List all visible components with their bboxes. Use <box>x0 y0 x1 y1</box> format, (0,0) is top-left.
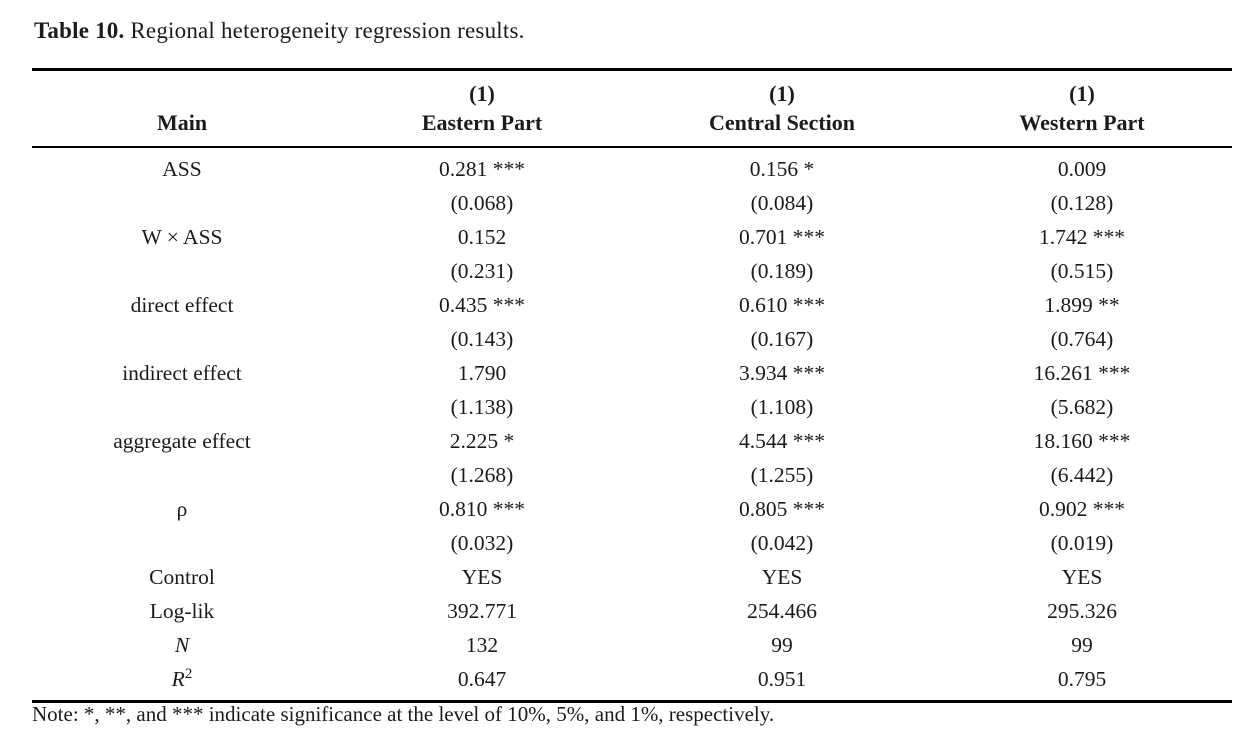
cell-value: 0.610 *** <box>739 293 825 317</box>
header-row <box>32 70 1232 148</box>
table-title <box>34 16 525 46</box>
cell-value: 0.009 <box>1057 157 1107 181</box>
row-label: Log-lik <box>149 599 215 623</box>
row-label <box>32 458 332 492</box>
cell-value: 0.795 <box>1057 667 1107 691</box>
table-row-rho-se <box>32 526 1232 560</box>
cell-value: 1.790 <box>457 361 507 385</box>
cell-se: (0.068) <box>450 191 514 215</box>
cell-value: 0.435 *** <box>439 293 525 317</box>
cell-value: 1.742 *** <box>1039 225 1125 249</box>
table-header <box>32 70 1232 148</box>
cell-value: 3.934 *** <box>739 361 825 385</box>
cell-value: YES <box>461 565 503 589</box>
cell-value: 0.902 *** <box>1039 497 1125 521</box>
cell-value: 254.466 <box>747 599 817 623</box>
table-row-direct-effect <box>32 288 1232 322</box>
row-label <box>32 390 332 424</box>
table-body <box>32 147 1232 702</box>
cell-se: (0.128) <box>1050 191 1114 215</box>
row-label-r: R <box>171 667 185 691</box>
row-label <box>32 322 332 356</box>
row-label <box>32 628 332 662</box>
header-eastern-num: (1) <box>469 81 495 106</box>
cell-value: 0.647 <box>457 667 507 691</box>
table-row-n <box>32 628 1232 662</box>
row-label <box>32 662 332 702</box>
row-label: indirect effect <box>122 361 242 385</box>
cell-se: (0.042) <box>750 531 814 555</box>
table-row-loglik <box>32 594 1232 628</box>
cell-se: (5.682) <box>1050 395 1114 419</box>
cell-se: (1.255) <box>750 463 814 487</box>
cell-se: (0.515) <box>1050 259 1114 283</box>
cell-value: 392.771 <box>447 599 517 623</box>
cell-value: 0.156 * <box>749 157 815 181</box>
row-label-n: N <box>174 633 190 657</box>
cell-value: 16.261 *** <box>1033 361 1131 385</box>
header-eastern-label: Eastern Part <box>421 110 543 135</box>
cell-value: YES <box>761 565 803 589</box>
table-row-aggregate-effect-se <box>32 458 1232 492</box>
cell-se: (0.189) <box>750 259 814 283</box>
cell-se: (0.167) <box>750 327 814 351</box>
row-label: ρ <box>176 497 188 521</box>
cell-se: (0.019) <box>1050 531 1114 555</box>
table-row-rsquared <box>32 662 1232 702</box>
cell-se: (1.138) <box>450 395 514 419</box>
row-label <box>32 526 332 560</box>
cell-value: YES <box>1061 565 1103 589</box>
header-eastern <box>332 70 632 148</box>
table-row-ass <box>32 147 1232 186</box>
cell-value: 0.805 *** <box>739 497 825 521</box>
cell-se: (1.268) <box>450 463 514 487</box>
row-label: aggregate effect <box>113 429 251 453</box>
table-row-wxass <box>32 220 1232 254</box>
table-row-direct-effect-se <box>32 322 1232 356</box>
cell-se: (6.442) <box>1050 463 1114 487</box>
table-row-rho <box>32 492 1232 526</box>
cell-se: (1.108) <box>750 395 814 419</box>
row-label <box>32 186 332 220</box>
row-label-r-sup: 2 <box>184 665 193 682</box>
cell-value: 0.951 <box>757 667 807 691</box>
table-title-text: Regional heterogeneity regression results. <box>130 18 525 43</box>
cell-se: (0.032) <box>450 531 514 555</box>
table-row-wxass-se <box>32 254 1232 288</box>
table-row-ass-se <box>32 186 1232 220</box>
cell-value: 0.810 *** <box>439 497 525 521</box>
row-label <box>32 254 332 288</box>
cell-value: 18.160 *** <box>1033 429 1131 453</box>
table-title-label: Table 10. <box>34 18 125 43</box>
cell-value: 0.281 *** <box>439 157 525 181</box>
cell-value: 1.899 ** <box>1044 293 1120 317</box>
header-western <box>932 70 1232 148</box>
table-row-indirect-effect-se <box>32 390 1232 424</box>
cell-value: 295.326 <box>1047 599 1117 623</box>
row-label: direct effect <box>130 293 234 317</box>
header-central-num: (1) <box>769 81 795 106</box>
header-main <box>32 70 332 148</box>
row-label: ASS <box>162 157 202 181</box>
cell-value: 2.225 * <box>449 429 515 453</box>
header-main-label: Main <box>156 110 208 135</box>
cell-value: 0.152 <box>457 225 507 249</box>
table-row-control <box>32 560 1232 594</box>
header-central-label: Central Section <box>708 110 856 135</box>
cell-value: 99 <box>1071 633 1093 657</box>
cell-se: (0.764) <box>1050 327 1114 351</box>
cell-value: 0.701 *** <box>739 225 825 249</box>
header-western-label: Western Part <box>1019 110 1145 135</box>
cell-se: (0.084) <box>750 191 814 215</box>
cell-value: 99 <box>771 633 793 657</box>
table-row-indirect-effect <box>32 356 1232 390</box>
cell-value: 132 <box>465 633 499 657</box>
regression-table <box>32 68 1232 703</box>
header-main-num <box>32 79 332 108</box>
table-note: Note: *, **, and *** indicate significance at the level of 10%, 5%, and 1%, respectively. <box>32 702 775 726</box>
header-central <box>632 70 932 148</box>
row-label: W × ASS <box>141 225 223 249</box>
row-label: Control <box>149 565 215 589</box>
cell-value: 4.544 *** <box>739 429 825 453</box>
header-western-num: (1) <box>1069 81 1095 106</box>
cell-se: (0.231) <box>450 259 514 283</box>
table-row-aggregate-effect <box>32 424 1232 458</box>
cell-se: (0.143) <box>450 327 514 351</box>
